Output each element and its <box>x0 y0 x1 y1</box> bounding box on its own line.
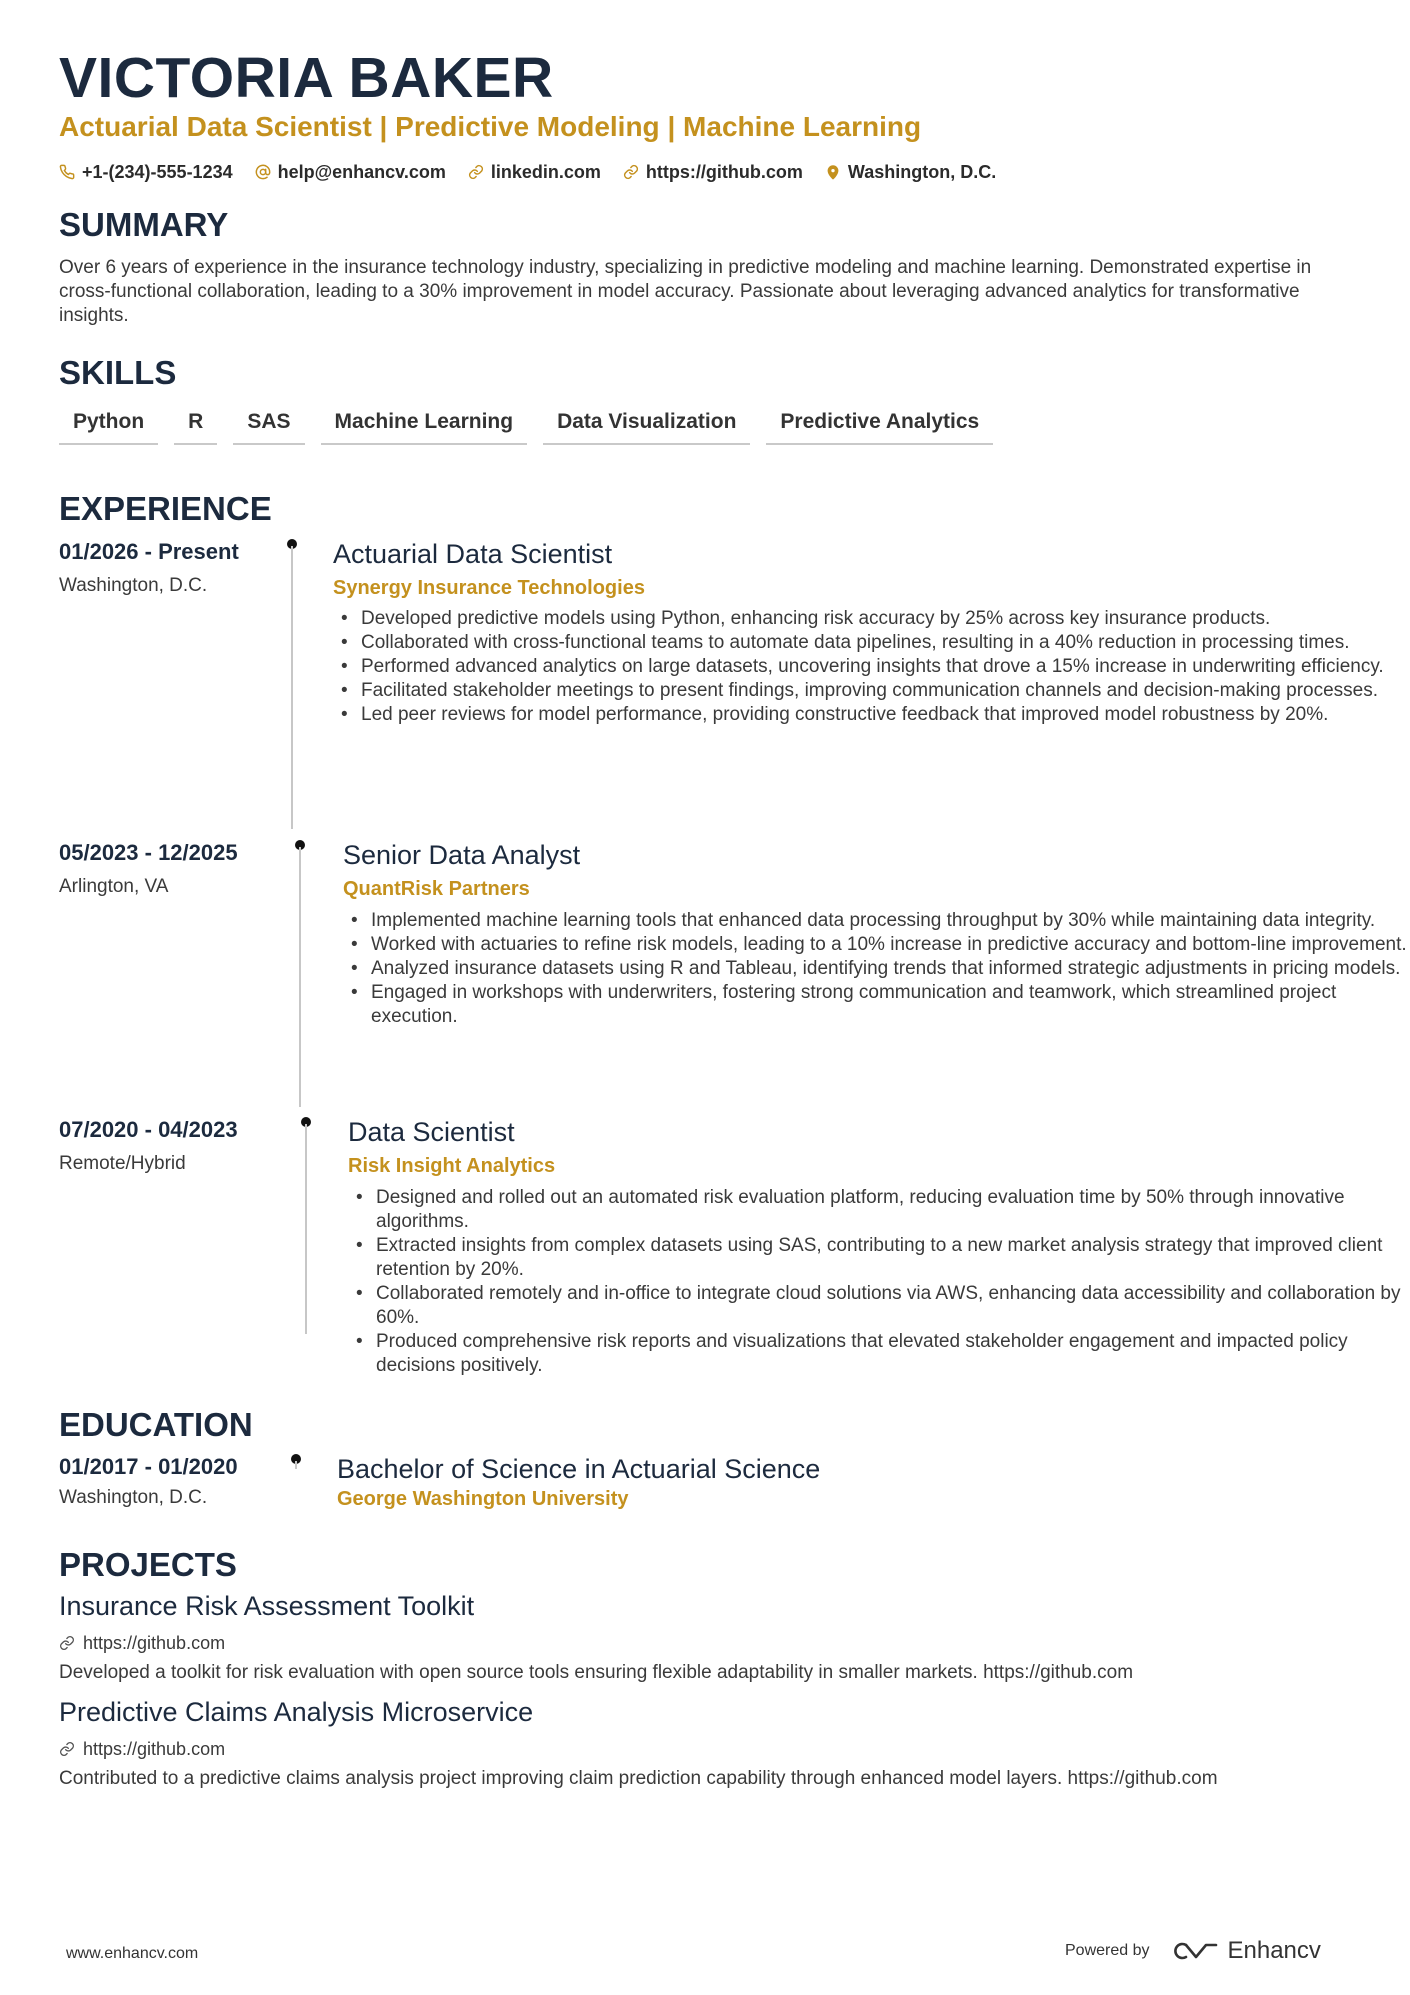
timeline-line <box>295 1461 297 1469</box>
project-description: Developed a toolkit for risk evaluation with open source tools ensuring flexible adaptability in smaller markets. https://github.com <box>59 1662 1134 1683</box>
skill-tag: Machine Learning <box>321 409 528 445</box>
skills-title: SKILLS <box>59 354 177 391</box>
job-bullet: • Performed advanced analytics on large datasets, uncovering insights that drove a 15% increase in underwriting efficiency. <box>333 655 1410 679</box>
education-location: Washington, D.C. <box>59 1487 208 1508</box>
project-description: Contributed to a predictive claims analysis project improving claim prediction capability through enhanced model layers. https://github.com <box>59 1768 1218 1789</box>
project-link-text: https://github.com <box>83 1739 226 1759</box>
link-icon <box>468 164 484 180</box>
timeline-line <box>299 847 301 1107</box>
degree: Bachelor of Science in Actuarial Science <box>337 1454 821 1484</box>
location-pin-icon <box>825 164 841 180</box>
job-bullet: • Worked with actuaries to refine risk models, leading to a 10% increase in predictive accuracy and bottom-line improvement. <box>343 933 1410 957</box>
company-name: Synergy Insurance Technologies <box>333 577 645 599</box>
job-bullet: • Designed and rolled out an automated risk evaluation platform, reducing evaluation time by 50% through innovative algorithms. <box>348 1186 1410 1234</box>
link-icon <box>623 164 639 180</box>
timeline-line <box>291 546 293 829</box>
enhancv-logo-icon <box>1172 1939 1220 1963</box>
job-bullet: • Extracted insights from complex datasets using SAS, contributing to a new market analysis strategy that improved client retention by 20%. <box>348 1234 1410 1282</box>
headline: Actuarial Data Scientist | Predictive Modeling | Machine Learning <box>59 111 922 142</box>
candidate-name: VICTORIA BAKER <box>59 46 554 110</box>
experience-entry <box>59 839 1407 1107</box>
project-title: Insurance Risk Assessment Toolkit <box>59 1591 475 1621</box>
contact-linkedin-text: linkedin.com <box>490 162 601 182</box>
education-entry <box>59 1453 1359 1523</box>
job-location: Remote/Hybrid <box>59 1153 186 1174</box>
contact-linkedin[interactable] <box>468 160 601 184</box>
job-bullet: • Collaborated remotely and in-office to integrate cloud solutions via AWS, enhancing data accessibility and collaboration by 60%. <box>348 1282 1410 1330</box>
brand-name: Enhancv <box>1227 1937 1321 1964</box>
footer-website[interactable]: www.enhancv.com <box>66 1945 199 1962</box>
contact-phone[interactable] <box>59 160 233 184</box>
powered-by-label: Powered by <box>1065 1942 1150 1959</box>
experience-title: EXPERIENCE <box>59 490 272 527</box>
job-bullet: • Produced comprehensive risk reports and visualizations that elevated stakeholder engagement and impacted policy decisions positively. <box>348 1330 1410 1378</box>
education-dates: 01/2017 - 01/2020 <box>59 1454 238 1479</box>
skill-tag: SAS <box>233 409 304 445</box>
job-bullet: • Implemented machine learning tools that enhanced data processing throughput by 30% while maintaining data integrity. <box>343 909 1410 933</box>
job-title: Actuarial Data Scientist <box>333 539 613 569</box>
brand-logo[interactable] <box>1172 1936 1321 1966</box>
job-bullet: • Developed predictive models using Python, enhancing risk accuracy by 25% across key insurance products. <box>333 607 1410 631</box>
company-name: QuantRisk Partners <box>343 878 530 900</box>
job-bullet: • Engaged in workshops with underwriters, fostering strong communication and teamwork, which streamlined project execution. <box>343 981 1410 1029</box>
link-icon <box>59 1635 75 1651</box>
skill-tag: Predictive Analytics <box>766 409 993 445</box>
job-location: Arlington, VA <box>59 876 169 897</box>
contact-github[interactable] <box>623 160 803 184</box>
summary-title: SUMMARY <box>59 206 229 243</box>
experience-entry <box>59 538 1384 828</box>
job-dates: 05/2023 - 12/2025 <box>59 840 238 865</box>
job-bullet: • Led peer reviews for model performance, providing constructive feedback that improved model robustness by 20%. <box>333 703 1410 727</box>
skill-tag: R <box>174 409 217 445</box>
job-bullets <box>348 1186 1410 1378</box>
link-icon <box>59 1741 75 1757</box>
job-location: Washington, D.C. <box>59 575 208 596</box>
job-bullets <box>333 607 1410 727</box>
contact-location-text: Washington, D.C. <box>847 162 997 182</box>
contact-bar <box>59 160 996 184</box>
school-name: George Washington University <box>337 1488 629 1510</box>
job-bullets <box>343 909 1410 1029</box>
skill-tag: Data Visualization <box>543 409 750 445</box>
job-title: Senior Data Analyst <box>343 840 581 870</box>
experience-entry <box>59 1116 1401 1376</box>
project-link[interactable] <box>59 1738 225 1760</box>
at-icon <box>255 164 271 180</box>
skill-tag: Python <box>59 409 158 445</box>
job-dates: 07/2020 - 04/2023 <box>59 1117 238 1142</box>
contact-email-text: help@enhancv.com <box>277 162 446 182</box>
company-name: Risk Insight Analytics <box>348 1155 556 1177</box>
project-link-text: https://github.com <box>83 1633 226 1653</box>
footer-branding <box>1065 1936 1321 1966</box>
timeline-line <box>305 1124 307 1334</box>
contact-email[interactable] <box>255 160 446 184</box>
contact-location <box>825 160 996 184</box>
job-dates: 01/2026 - Present <box>59 539 239 564</box>
summary-text: Over 6 years of experience in the insurance technology industry, specializing in predictive modeling and machine learning. Demonstrated expertise in cross-functional collaboration, leading to a 30% improvement in model accuracy. Passionate about leveraging advanced analytics for transformative insights. <box>59 257 1312 326</box>
job-bullet: • Collaborated with cross-functional teams to automate data pipelines, resulting in a 40% reduction in processing times. <box>333 631 1410 655</box>
job-bullet: • Analyzed insurance datasets using R and Tableau, identifying trends that informed strategic adjustments in pricing models. <box>343 957 1410 981</box>
projects-title: PROJECTS <box>59 1546 237 1583</box>
job-bullet: • Facilitated stakeholder meetings to present findings, improving communication channels and decision-making processes. <box>333 679 1410 703</box>
phone-icon <box>59 164 75 180</box>
job-title: Data Scientist <box>348 1117 515 1147</box>
project-link[interactable] <box>59 1632 225 1654</box>
skills-list <box>59 409 993 445</box>
contact-phone-text: +1-(234)-555-1234 <box>82 162 233 182</box>
contact-github-text: https://github.com <box>645 162 803 182</box>
project-title: Predictive Claims Analysis Microservice <box>59 1697 534 1727</box>
education-title: EDUCATION <box>59 1406 253 1443</box>
